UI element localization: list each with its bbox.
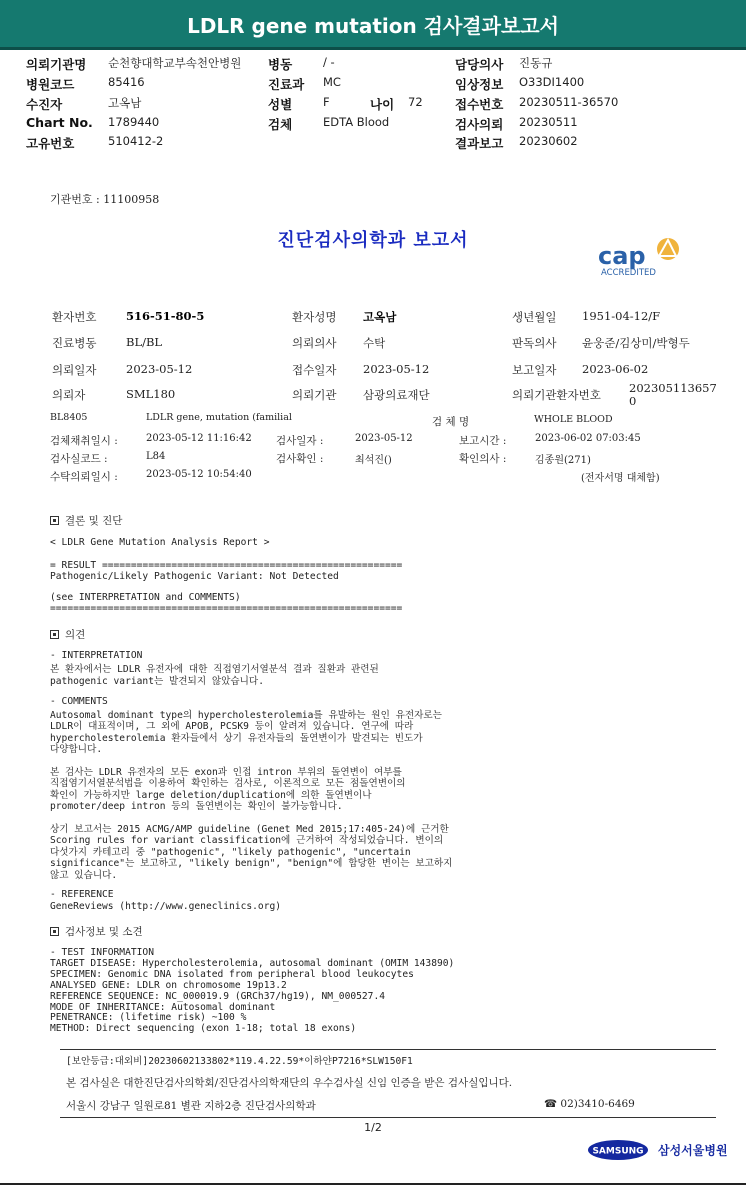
header-label: 병원코드 — [26, 77, 75, 92]
text-line: ANALYSED GENE: LDLR on chromosome 19p13.2 — [50, 979, 287, 991]
text-line: 본 환자에서는 LDLR 유전자에 대한 직접염기서열분석 결과 질환과 관련된 — [50, 664, 379, 676]
meta-label: 검사실코드 : — [50, 453, 108, 465]
text-line: METHOD: Direct sequencing (exon 1-18; total 18 exons) — [50, 1023, 357, 1035]
patient-field-value: 수탁 — [363, 336, 386, 350]
section-result: 결론 및 진단 — [50, 513, 122, 528]
meta-label: 검사확인 : — [276, 453, 324, 465]
header-label: Chart No. — [26, 115, 93, 130]
header-label: 수진자 — [26, 97, 63, 112]
meta-label: 검체채취일시 : — [50, 435, 118, 447]
patient-field-label: 접수일자 — [292, 363, 337, 377]
text-line: GeneReviews (http://www.geneclinics.org) — [50, 900, 282, 912]
header-value: 진동규 — [519, 56, 553, 70]
report-main-title: 진단검사의학과 보고서 — [277, 230, 469, 251]
text-line: 본 검사는 LDLR 유전자의 모든 exon과 인접 intron 부위의 돌연변이 여부를 — [50, 767, 402, 778]
header-value: 20230602 — [519, 134, 578, 148]
patient-field-label: 환자성명 — [292, 310, 337, 324]
meta-label: 확인의사 : — [459, 453, 507, 465]
text-line: 직접염기서열분석법을 이용하여 확인하는 검사로, 이론적으로 모든 점돌연변이의 — [50, 778, 406, 790]
text-line: Autosomal dominant type의 hypercholesterolemia를 유발하는 원인 유전자로는 — [50, 710, 442, 721]
text-line: MODE OF INHERITANCE: Autosomal dominant — [50, 1001, 276, 1013]
patient-field-label: 의뢰의사 — [292, 336, 337, 350]
header-value: 72 — [408, 95, 423, 109]
header-label: 진료과 — [268, 77, 305, 92]
text-line: pathogenic variant는 발견되지 않았습니다. — [50, 675, 264, 687]
page-bottom-rule — [0, 1183, 746, 1185]
meta-value: 2023-05-12 10:54:40 — [146, 469, 252, 480]
meta-label: 검사일자 : — [276, 435, 324, 447]
patient-field-label: 환자번호 — [52, 310, 97, 324]
certification-line: 본 검사실은 대한진단검사의학회/진단검사의학재단의 우수검사실 신임 인증을 받은 검사실입니다. — [66, 1077, 513, 1089]
security-line: [보안등급:대외비]20230602133802*119.4.22.59*이하얀P7216*SLW150F1 — [66, 1056, 413, 1067]
text-line: ============================================================= — [50, 603, 403, 615]
patient-field-value: 고옥남 — [363, 310, 397, 324]
cap-sub: ACCREDITED — [601, 268, 656, 278]
text-line: 다섯가지 카테고리 중 "pathogenic", "likely pathogenic", "uncertain — [50, 846, 411, 858]
report-title: LDLR gene mutation 검사결과보고서 — [187, 14, 559, 38]
test-name: LDLR gene, mutation (familial — [146, 412, 292, 423]
title-underline — [0, 47, 746, 50]
footer-bottom-rule — [60, 1117, 716, 1118]
patient-field-label: 의뢰일자 — [52, 363, 97, 377]
patient-field-label: 생년월일 — [512, 310, 557, 324]
header-label: 검체 — [268, 117, 293, 132]
header-value: 고옥남 — [108, 96, 142, 110]
patient-field-label: 의뢰기관환자번호 — [512, 388, 601, 402]
text-line: 확인이 가능하지만 large deletion/duplication에 의한 돌연변이나 — [50, 789, 372, 801]
patient-field-label: 의뢰자 — [52, 388, 86, 402]
analysis-title: < LDLR Gene Mutation Analysis Report > — [50, 537, 270, 548]
header-value: O33DI1400 — [519, 75, 585, 89]
patient-field-value: 2023-05-12 — [363, 362, 430, 376]
section-bullet-icon — [50, 516, 59, 525]
section-opinion: 의견 — [50, 627, 85, 642]
text-line: significance"는 보고하고, "likely benign", "benign"에 합당한 변이는 보고하지 — [50, 858, 453, 870]
meta-value: L84 — [146, 451, 166, 462]
samsung-hospital-logo — [588, 1138, 728, 1162]
text-line: LDLR이 대표적이며, 그 외에 APOB, PCSK9 등이 알려져 있습니다. 연구에 따라 — [50, 721, 414, 733]
meta-value: 2023-05-12 11:16:42 — [146, 433, 252, 444]
header-value: 20230511 — [519, 115, 578, 129]
header-label: 의뢰기관명 — [26, 57, 87, 72]
meta-value: (전자서명 대체함) — [581, 473, 660, 484]
meta-label: 보고시간 : — [459, 435, 507, 447]
patient-field-value: BL/BL — [126, 335, 163, 349]
patient-field-label: 보고일자 — [512, 363, 557, 377]
test-code: BL8405 — [50, 412, 88, 423]
text-line: Pathogenic/Likely Pathogenic Variant: Not Detected — [50, 570, 339, 582]
meta-value: 2023-06-02 07:03:45 — [535, 433, 641, 444]
meta-value: 최석진() — [355, 455, 392, 466]
text-line: 다양합니다. — [50, 744, 103, 756]
header-value: MC — [323, 75, 341, 89]
text-line: - INTERPRETATION — [50, 650, 143, 661]
meta-value: 김종원(271) — [535, 455, 591, 466]
text-line: 상기 보고서는 2015 ACMG/AMP guideline (Genet Med 2015;17:405-24)에 근거한 — [50, 824, 449, 835]
section-bullet-icon — [50, 630, 59, 639]
text-line: = RESULT ==================================================== — [50, 560, 403, 571]
text-line: TARGET DISEASE: Hypercholesterolemia, autosomal dominant (OMIM 143890) — [50, 957, 455, 969]
header-value: EDTA Blood — [323, 115, 390, 129]
header-value: 510412-2 — [108, 134, 164, 148]
patient-field-label: 판독의사 — [512, 336, 557, 350]
section-bullet-icon — [50, 927, 59, 936]
samsung-text: SAMSUNG — [592, 1146, 644, 1157]
header-value: / - — [323, 55, 335, 69]
cap-accredited-logo — [596, 236, 686, 278]
header-label: 나이 — [370, 97, 395, 112]
text-line: promoter/deep intron 등의 돌연변이는 확인이 불가능합니다. — [50, 801, 343, 813]
page-number: 1/2 — [364, 1121, 382, 1134]
patient-field-value: 2023-05-12 — [126, 362, 193, 376]
header-label: 병동 — [268, 57, 293, 72]
text-line: - REFERENCE — [50, 889, 114, 901]
text-line: Scoring rules for variant classification에 근거하여 작성되었습니다. 변이의 — [50, 835, 444, 847]
header-label: 임상정보 — [455, 77, 504, 92]
patient-field-value: SML180 — [126, 387, 176, 401]
text-line: (see INTERPRETATION and COMMENTS) — [50, 592, 241, 604]
footer-top-rule — [60, 1049, 716, 1050]
patient-field-value: 516-51-80-5 — [126, 309, 205, 323]
meta-value: 2023-05-12 — [355, 433, 413, 444]
text-line: 않고 있습니다. — [50, 869, 118, 881]
text-line: - COMMENTS — [50, 695, 108, 707]
header-label: 접수번호 — [455, 97, 504, 112]
text-line: PENETRANCE: (lifetime risk) ~100 % — [50, 1012, 247, 1024]
institution-number: 기관번호 : 11100958 — [50, 193, 160, 206]
header-value: 순천향대학교부속천안병원 — [108, 56, 242, 70]
section-test-info: 검사정보 및 소견 — [50, 924, 143, 939]
phone-line: ☎ 02)3410-6469 — [544, 1098, 635, 1110]
hospital-name: 삼성서울병원 — [658, 1143, 728, 1158]
header-label: 검사의뢰 — [455, 117, 504, 132]
text-line: - TEST INFORMATION — [50, 947, 154, 958]
patient-field-value: 1951-04-12/F — [582, 309, 661, 323]
report-title-bar — [0, 0, 746, 47]
patient-field-label: 의뢰기관 — [292, 388, 337, 402]
meta-label: 수탁의뢰일시 : — [50, 471, 118, 483]
header-value: 20230511-36570 — [519, 95, 619, 109]
header-value: 85416 — [108, 75, 145, 89]
header-label: 고유번호 — [26, 136, 75, 151]
specimen-label: 검 체 명 — [432, 416, 470, 428]
patient-field-value-wrap: 0 — [629, 394, 637, 408]
cap-text: cap — [598, 242, 646, 270]
patient-field-value: 삼광의료재단 — [363, 388, 430, 402]
header-label: 결과보고 — [455, 136, 504, 151]
header-value: F — [323, 95, 330, 109]
text-line: SPECIMEN: Genomic DNA isolated from peripheral blood leukocytes — [50, 968, 414, 980]
text-line: REFERENCE SEQUENCE: NC_000019.9 (GRCh37/hg19), NM_000527.4 — [50, 990, 386, 1002]
header-value: 1789440 — [108, 115, 160, 129]
patient-field-label: 진료병동 — [52, 336, 97, 350]
specimen-value: WHOLE BLOOD — [534, 414, 613, 425]
address-line: 서울시 강남구 일원로81 별관 지하2층 진단검사의학과 — [66, 1100, 316, 1112]
patient-field-value: 윤웅준/김상미/박형두 — [582, 336, 690, 350]
header-label: 담당의사 — [455, 57, 504, 72]
text-line: hypercholesterolemia 환자들에서 상기 유전자들의 돌연변이가 발견되는 빈도가 — [50, 732, 423, 744]
header-label: 성별 — [268, 97, 293, 112]
patient-field-value: 202305113657 — [629, 381, 717, 395]
patient-field-value: 2023-06-02 — [582, 362, 649, 376]
